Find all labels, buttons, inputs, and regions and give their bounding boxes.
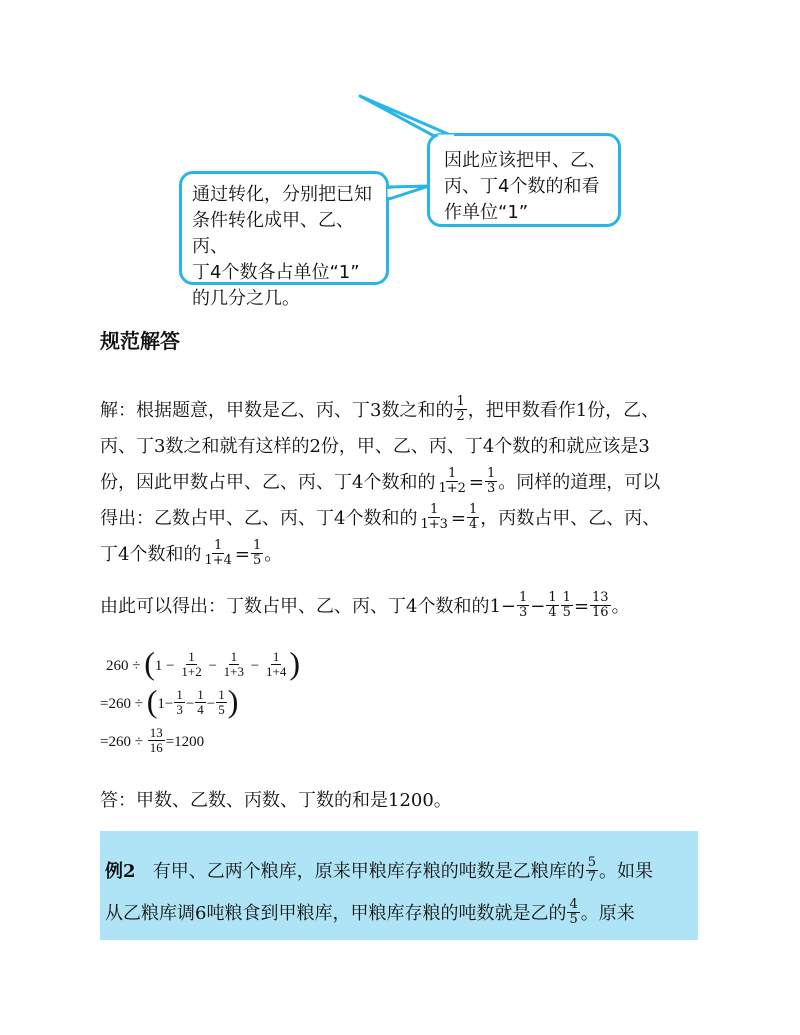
bubble-line: 条件转化成甲、乙、丙、 bbox=[192, 210, 354, 257]
bubble-line: 的几分之几。 bbox=[192, 288, 300, 309]
example-label: 例2 bbox=[105, 861, 136, 882]
solution-line-3: 份，因此甲数占甲、乙、丙、丁4个数和的 $\frac{1}{1+2}$ = $\frac{1}{3}$ 。同样的道理，可以 bbox=[100, 465, 661, 496]
speech-bubble-right bbox=[427, 133, 621, 227]
bubble-line: 丁4个数各占单位“1” bbox=[192, 262, 360, 283]
calc-line-3: =260 ÷ $\frac{13}{16}$ =1200 bbox=[100, 725, 205, 755]
solution-line-1: 解：根据题意，甲数是乙、丙、丁3数之和的 $\frac{1}{2}$ ，把甲数看作1份，乙、 bbox=[100, 393, 660, 424]
bubble-line: 因此应该把甲、乙、 bbox=[444, 150, 606, 171]
solution-line-5: 丁4个数和的 $\frac{1}{1+4}$ = $\frac{1}{5}$ 。 bbox=[100, 537, 283, 568]
bubble-line: 通过转化，分别把已知 bbox=[192, 184, 372, 205]
solution-line-2: 丙、丁3数之和就有这样的2份，甲、乙、丙、丁4个数的和就应该是3 bbox=[100, 436, 650, 457]
bubble-line: 作单位“1” bbox=[444, 202, 529, 223]
bubble-line: 丙、丁4个数的和看 bbox=[444, 176, 600, 197]
section-heading: 规范解答 bbox=[100, 329, 180, 353]
calc-line-2: =260 ÷ (1− $\frac{1}{3}$ − $\frac{1}{4}$ − $\frac{1}{5}$ ) bbox=[100, 683, 239, 719]
solution-line-4: 得出：乙数占甲、乙、丙、丁4个数和的 $\frac{1}{1+3}$ = $\frac{1}{4}$ ，丙数占甲、乙、丙、 bbox=[100, 501, 661, 532]
calc-line-1: 260 ÷ (1 − $\frac{1}{1+2}$ − $\frac{1}{1+3}$ − $\frac{1}{1+4}$ ) bbox=[106, 645, 300, 681]
example-line-1: 例2 有甲、乙两个粮库，原来甲粮库存粮的吨数是乙粮库的 $\frac{5}{7}$ 。如果 bbox=[105, 854, 653, 885]
conclusion-line: 由此可以得出：丁数占甲、乙、丙、丁4个数和的1− $\frac{1}{3}$ − $\frac{1}{4}$ $\frac{1}{5}$ = $\frac{13}{16}$ 。 bbox=[100, 589, 630, 620]
example-line-2: 从乙粮库调6吨粮食到甲粮库，甲粮库存粮的吨数就是乙的 $\frac{4}{5}$ 。原来 bbox=[105, 896, 635, 927]
answer-line: 答：甲数、乙数、丙数、丁数的和是1200。 bbox=[100, 790, 452, 811]
fraction: $\frac{1}{2}$ bbox=[456, 393, 465, 424]
speech-bubble-left bbox=[179, 171, 389, 309]
example-box bbox=[100, 831, 698, 940]
